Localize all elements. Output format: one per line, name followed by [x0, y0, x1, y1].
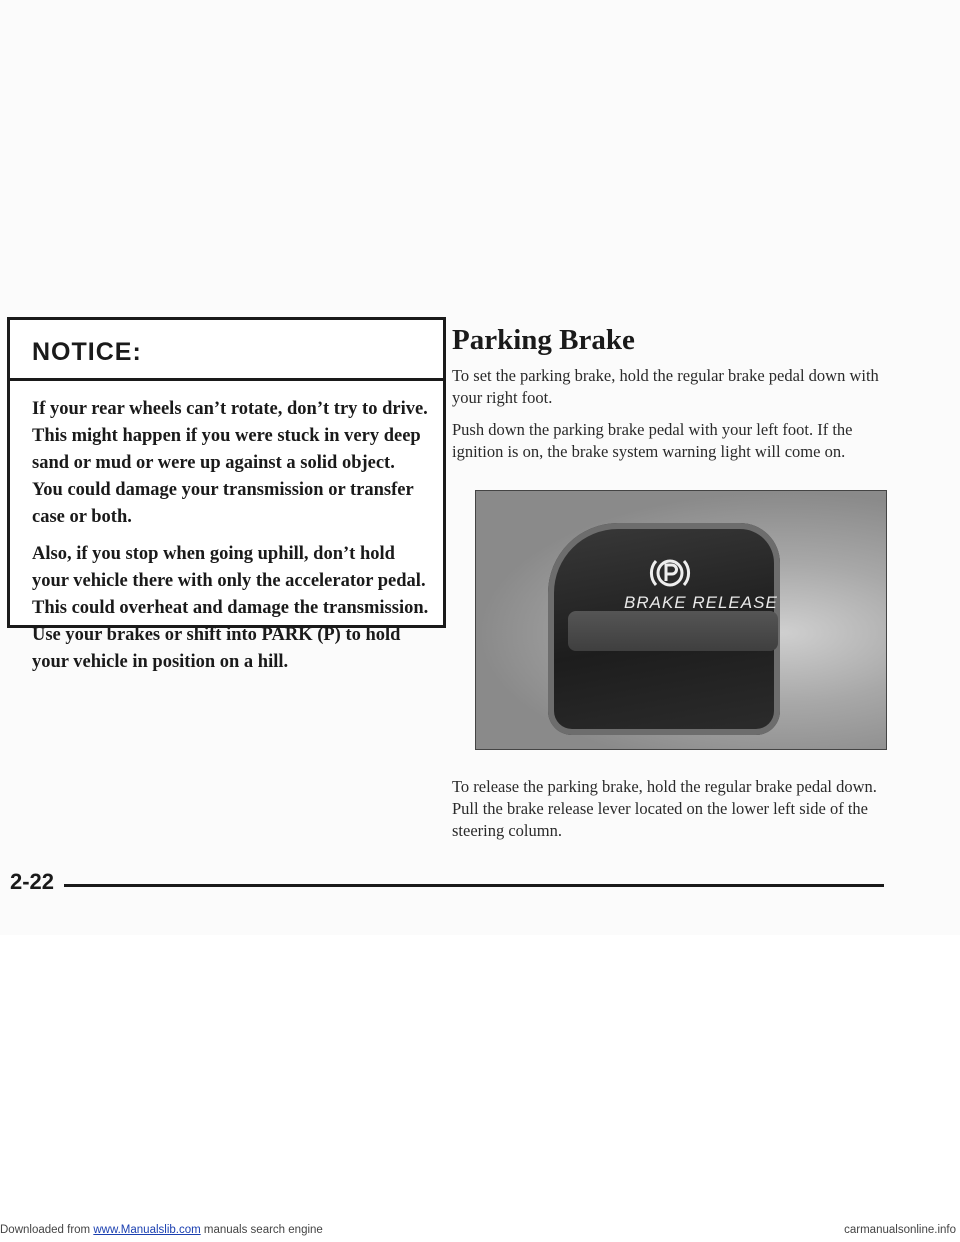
- set-brake-paragraph: To set the parking brake, hold the regular brake pedal down with your right foot.: [452, 366, 879, 407]
- notice-paragraph: If your rear wheels can’t rotate, don’t try to drive. This might happen if you were stuck in very deep sand or mud or were up against a solid object. You could damage your transmission or transfer case or both.: [32, 399, 428, 527]
- parking-brake-icon: [648, 551, 692, 595]
- notice-box: [7, 317, 446, 672]
- notice-header: [10, 320, 443, 381]
- release-brake-paragraph: To release the parking brake, hold the regular brake pedal down. Pull the brake release lever located on the lower left side of the steering column.: [452, 777, 877, 840]
- notice-body: [10, 381, 443, 676]
- page-number: 2-22: [10, 869, 55, 894]
- footer-prefix: Downloaded from: [0, 1224, 94, 1236]
- footer-watermark: carmanualsonline.info: [844, 1224, 956, 1236]
- brake-release-label: BRAKE RELEASE: [624, 593, 778, 612]
- section-title: Parking Brake: [452, 324, 635, 356]
- notice-title: NOTICE:: [32, 338, 142, 366]
- footer-rule: [64, 884, 884, 887]
- push-pedal-paragraph: Push down the parking brake pedal with your left foot. If the ignition is on, the brake system warning light will come on.: [452, 420, 853, 461]
- notice-paragraph: Also, if you stop when going uphill, don’t hold your vehicle there with only the accelerator pedal. This could overheat and damage the transmission. Use your brakes or shift into PARK (P) to hold your vehicle in position on a hill.: [32, 544, 429, 672]
- brake-release-photo: [475, 490, 887, 750]
- manualslib-link[interactable]: www.Manualslib.com: [93, 1224, 201, 1236]
- footer-left: [0, 1224, 323, 1236]
- brake-release-lever: [568, 611, 778, 651]
- footer-suffix: manuals search engine: [200, 1224, 323, 1236]
